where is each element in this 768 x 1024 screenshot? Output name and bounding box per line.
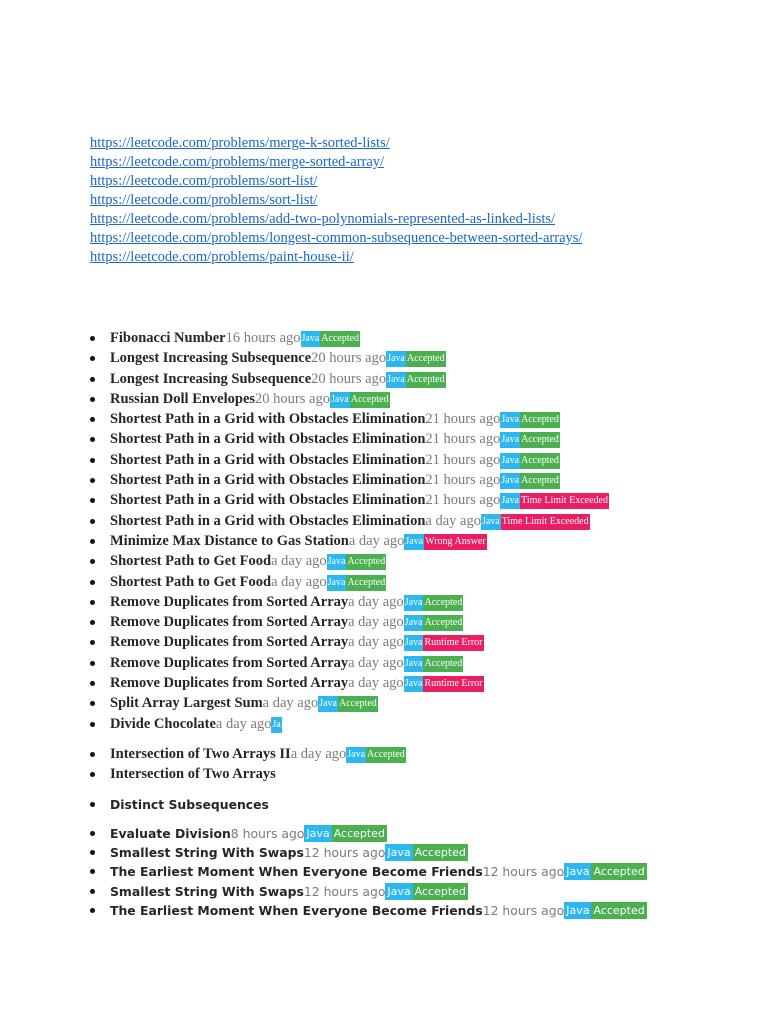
status-badge[interactable]: Accepted <box>406 351 446 367</box>
submission-time: 8 hours ago <box>230 826 305 841</box>
problem-title[interactable]: Remove Duplicates from Sorted Array <box>110 675 349 692</box>
submission-list-3 <box>90 795 760 814</box>
language-badge: Java <box>404 595 424 611</box>
status-badge[interactable]: Runtime Error <box>423 676 483 692</box>
language-badge: Java <box>404 635 424 651</box>
status-badge[interactable]: Accepted <box>414 884 466 898</box>
language-badge: Java <box>386 351 406 367</box>
problem-title[interactable]: Intersection of Two Arrays II <box>110 746 291 762</box>
language-badge: Java <box>301 331 321 347</box>
bullet-icon <box>90 559 95 564</box>
submission-time: 21 hours ago <box>425 451 501 468</box>
status-badge[interactable]: Time Limit Exceeded <box>501 514 590 530</box>
submission-item <box>90 551 760 571</box>
language-badge: Java <box>386 372 406 388</box>
status-badge[interactable]: Wrong Answer <box>424 534 486 550</box>
submission-time: 12 hours ago <box>303 883 386 899</box>
problem-title[interactable]: Shortest Path in a Grid with Obstacles Elimination <box>110 492 426 509</box>
problem-title[interactable]: Smallest String With Swaps <box>110 845 304 861</box>
submission-item <box>90 795 760 814</box>
status-badge[interactable]: Accepted <box>346 554 386 570</box>
submission-item <box>90 693 760 713</box>
status-badge[interactable]: Runtime Error <box>423 635 483 651</box>
submission-time: 20 hours ago <box>311 350 387 367</box>
language-badge: Java <box>404 676 424 692</box>
bullet-icon <box>90 889 95 894</box>
language-badge: Java <box>500 432 520 448</box>
problem-title[interactable]: Shortest Path to Get Food <box>110 553 272 570</box>
submission-item <box>90 572 760 592</box>
problem-title[interactable]: Shortest Path in a Grid with Obstacles Elimination <box>110 431 426 448</box>
submission-item <box>90 348 760 368</box>
problem-title[interactable]: The Earliest Moment When Everyone Become Friends <box>110 902 483 918</box>
bullet-icon <box>90 498 95 503</box>
problem-link[interactable]: https://leetcode.com/problems/merge-k-sorted-lists/ <box>90 135 390 151</box>
status-badge[interactable]: Accepted <box>423 615 463 631</box>
submission-item <box>90 369 760 389</box>
bullet-icon <box>90 519 95 524</box>
submission-item <box>90 862 760 881</box>
language-badge: Java <box>404 534 424 550</box>
submission-item <box>90 490 760 510</box>
bullet-icon <box>90 772 95 777</box>
language-badge: Java <box>500 412 520 428</box>
submission-item <box>90 531 760 551</box>
bullet-icon <box>90 437 95 442</box>
submission-time: 21 hours ago <box>425 431 501 448</box>
bullet-icon <box>90 377 95 382</box>
language-badge: Java <box>327 554 347 570</box>
bullet-icon <box>90 752 95 757</box>
submission-time: a day ago <box>262 695 319 712</box>
problem-title[interactable]: Intersection of Two Arrays <box>110 766 276 783</box>
bullet-icon <box>90 869 95 874</box>
problem-title[interactable]: Minimize Max Distance to Gas Station <box>110 532 349 549</box>
status-badge[interactable]: Accepted <box>423 595 463 611</box>
problem-title[interactable]: Distinct Subsequences <box>110 797 269 812</box>
submission-item <box>90 450 760 470</box>
language-badge: Java <box>387 846 411 860</box>
submission-time: a day ago <box>348 675 404 692</box>
submission-time: 20 hours ago <box>255 390 330 407</box>
submission-item <box>90 764 760 784</box>
submission-time: 21 hours ago <box>425 492 501 509</box>
status-badge[interactable]: Accepted <box>593 865 645 879</box>
language-badge: Java <box>306 827 330 840</box>
status-badge[interactable]: Accepted <box>593 903 645 917</box>
submission-item <box>90 673 760 693</box>
submission-item <box>90 409 760 429</box>
bullet-icon <box>90 908 95 913</box>
submission-time: a day ago <box>425 512 481 529</box>
submission-item <box>90 429 760 449</box>
submission-item <box>90 824 760 843</box>
submission-item <box>90 511 760 531</box>
status-badge[interactable]: Accepted <box>350 392 390 408</box>
problem-title[interactable]: The Earliest Moment When Everyone Become Friends <box>110 864 483 880</box>
problem-title[interactable]: Fibonacci Number <box>110 330 226 346</box>
submission-time: a day ago <box>348 654 404 671</box>
bullet-icon <box>90 336 95 341</box>
submission-list-4 <box>90 824 760 920</box>
bullet-icon <box>90 831 95 836</box>
language-badge: Java <box>481 514 501 530</box>
language-badge: Java <box>346 747 366 763</box>
problem-title[interactable]: Shortest Path in a Grid with Obstacles Elimination <box>110 451 426 468</box>
problem-title[interactable]: Evaluate Division <box>110 826 231 841</box>
status-badge[interactable]: Accepted <box>520 473 560 489</box>
bullet-icon <box>90 417 95 422</box>
problem-link[interactable]: https://leetcode.com/problems/merge-sorted-array/ <box>90 154 385 170</box>
submission-item <box>90 653 760 673</box>
submission-item <box>90 612 760 632</box>
problem-link[interactable]: https://leetcode.com/problems/longest-common-subsequence-between-sorted-arrays/ <box>90 230 583 246</box>
bullet-icon <box>90 539 95 544</box>
submission-item <box>90 901 760 920</box>
bullet-icon <box>90 722 95 727</box>
language-badge: Java <box>327 575 347 591</box>
bullet-icon <box>90 478 95 483</box>
submission-item <box>90 744 760 764</box>
status-badge[interactable]: Accepted <box>406 372 446 388</box>
language-badge: Java <box>566 903 590 917</box>
bullet-icon <box>90 356 95 361</box>
language-badge: Java <box>330 392 350 408</box>
problem-link[interactable]: https://leetcode.com/problems/paint-house-ii/ <box>90 249 354 265</box>
bullet-icon <box>90 701 95 706</box>
submission-list-1 <box>90 328 760 734</box>
submission-time: a day ago <box>348 532 405 549</box>
submission-time: a day ago <box>271 573 327 590</box>
problem-title[interactable]: Russian Doll Envelopes <box>110 390 256 407</box>
language-badge: Java <box>318 696 338 712</box>
submission-time: 12 hours ago <box>482 864 565 880</box>
submission-item <box>90 328 760 348</box>
problem-link[interactable]: https://leetcode.com/problems/add-two-polynomials-represented-as-linked-lists/ <box>90 211 556 227</box>
language-badge: Java <box>566 865 590 879</box>
bullet-icon <box>90 458 95 463</box>
problem-title[interactable]: Shortest Path in a Grid with Obstacles Elimination <box>110 472 426 489</box>
problem-title[interactable]: Longest Increasing Subsequence <box>110 350 312 367</box>
submission-time: 12 hours ago <box>482 902 565 918</box>
submission-item <box>90 592 760 612</box>
problem-link[interactable]: https://leetcode.com/problems/sort-list/ <box>90 192 318 208</box>
submission-time: 12 hours ago <box>303 845 386 861</box>
status-badge[interactable]: Accepted <box>520 412 560 428</box>
language-badge: Java <box>404 615 424 631</box>
bullet-icon <box>90 600 95 605</box>
problem-title[interactable]: Longest Increasing Subsequence <box>110 370 312 387</box>
status-badge[interactable]: Accepted <box>320 331 360 347</box>
submission-item <box>90 632 760 652</box>
problem-title[interactable]: Divide Chocolate <box>110 715 216 732</box>
language-badge: Java <box>500 473 520 489</box>
submission-time: 20 hours ago <box>311 370 387 387</box>
status-badge[interactable]: Time Limit Exceeded <box>520 493 609 509</box>
submission-time: a day ago <box>348 593 404 610</box>
status-badge[interactable]: Accepted <box>333 827 385 840</box>
problem-title[interactable]: Split Array Largest Sum <box>110 695 263 712</box>
submission-item <box>90 714 760 734</box>
problem-link[interactable]: https://leetcode.com/problems/sort-list/ <box>90 173 318 189</box>
submission-item <box>90 843 760 862</box>
bullet-icon <box>90 620 95 625</box>
status-badge[interactable]: Accepted <box>366 747 406 763</box>
submission-item <box>90 882 760 901</box>
bullet-icon <box>90 397 95 402</box>
submission-time: a day ago <box>215 715 272 732</box>
problem-title[interactable]: Remove Duplicates from Sorted Array <box>110 614 349 631</box>
problem-title[interactable]: Remove Duplicates from Sorted Array <box>110 654 349 671</box>
submission-time: 21 hours ago <box>425 411 501 428</box>
bullet-icon <box>90 681 95 686</box>
submission-time: 16 hours ago <box>225 330 301 346</box>
status-badge[interactable]: Accepted <box>346 575 386 591</box>
problem-links-block <box>90 134 750 267</box>
submission-item <box>90 470 760 490</box>
status-badge[interactable]: Accepted <box>338 696 378 712</box>
submission-list-2 <box>90 744 760 785</box>
bullet-icon <box>90 802 95 807</box>
status-badge[interactable]: Accepted <box>520 432 560 448</box>
bullet-icon <box>90 640 95 645</box>
status-badge[interactable]: Accepted <box>423 656 463 672</box>
problem-title[interactable]: Remove Duplicates from Sorted Array <box>110 634 349 651</box>
status-badge[interactable]: Accepted <box>414 846 466 860</box>
submission-item <box>90 389 760 409</box>
status-badge[interactable]: Accepted <box>520 453 560 469</box>
language-badge: Java <box>387 884 411 898</box>
bullet-icon <box>90 580 95 585</box>
language-badge: Java <box>404 656 424 672</box>
submission-time: a day ago <box>271 553 327 570</box>
submission-time: a day ago <box>348 614 404 631</box>
submission-time: a day ago <box>348 634 404 651</box>
bullet-icon <box>90 850 95 855</box>
submission-time: 21 hours ago <box>425 472 501 489</box>
problem-title[interactable]: Shortest Path to Get Food <box>110 573 272 590</box>
language-badge: Ja <box>271 717 281 733</box>
problem-title[interactable]: Shortest Path in a Grid with Obstacles Elimination <box>110 512 426 529</box>
language-badge: Java <box>500 453 520 469</box>
language-badge: Java <box>500 493 520 509</box>
problem-title[interactable]: Remove Duplicates from Sorted Array <box>110 593 349 610</box>
problem-title[interactable]: Shortest Path in a Grid with Obstacles Elimination <box>110 411 426 428</box>
submission-time: a day ago <box>290 746 347 762</box>
problem-title[interactable]: Smallest String With Swaps <box>110 883 304 899</box>
bullet-icon <box>90 661 95 666</box>
